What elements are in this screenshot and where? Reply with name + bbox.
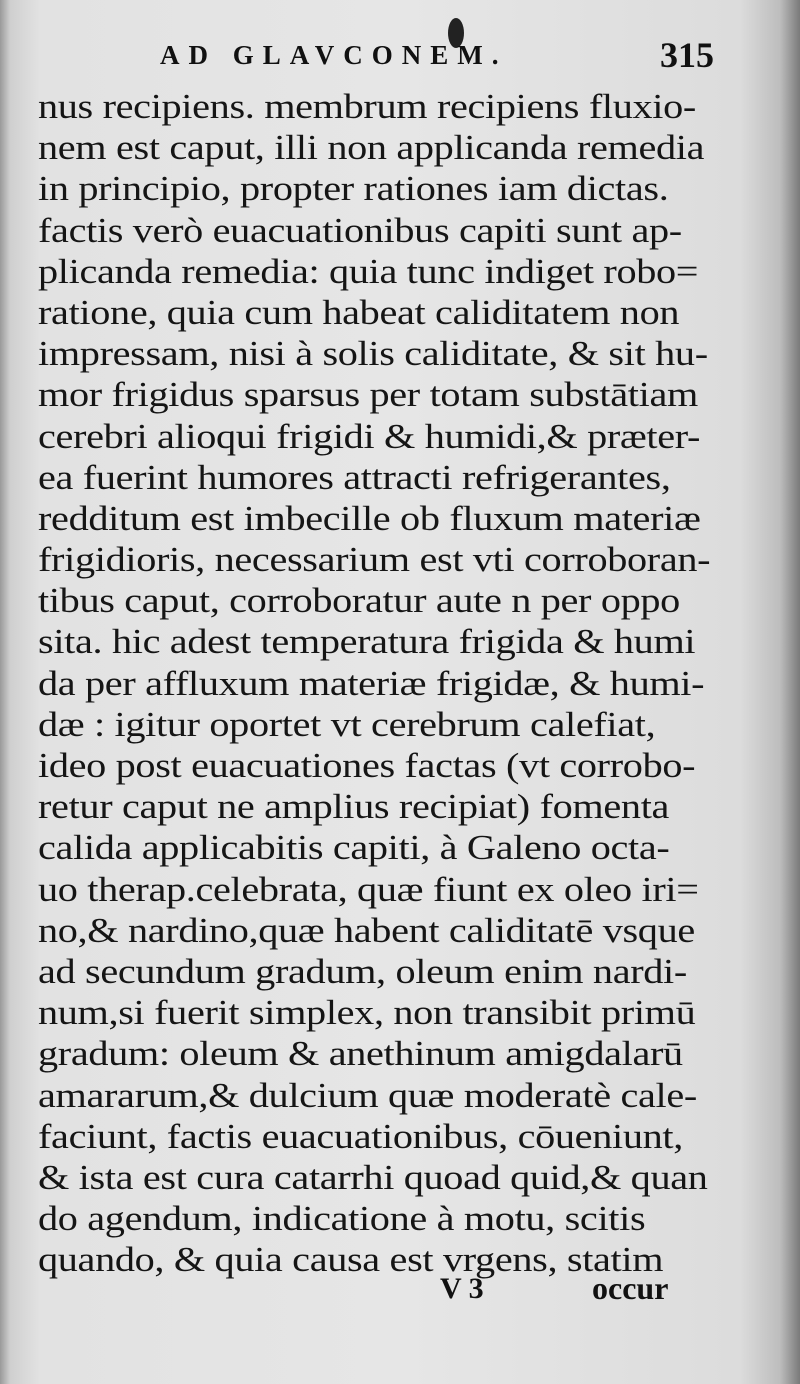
text-line: cerebri alioqui frigidi & humidi,& præter- [38, 416, 701, 456]
text-line: retur caput ne amplius recipiat) fomenta [38, 787, 670, 827]
text-line: amararum,& dulcium quæ moderatè cale- [38, 1075, 697, 1115]
text-line: ea fuerint humores attracti refrigerantes, [38, 457, 671, 497]
text-line: factis verò euacuationibus capiti sunt ap- [38, 210, 682, 250]
running-head: AD GLAVCONEM. [160, 40, 508, 70]
signature-mark: V 3 [440, 1272, 484, 1305]
text-line: nem est caput, illi non applicanda remedia [38, 128, 705, 168]
text-line: sita. hic adest temperatura frigida & humi [38, 622, 696, 662]
text-line: redditum est imbecille ob fluxum materiæ [38, 498, 701, 538]
text-line: gradum: oleum & anethinum amigdalarū [38, 1034, 683, 1074]
text-line: nus recipiens. membrum recipiens fluxio- [38, 87, 696, 126]
text-line: da per affluxum materiæ frigidæ, & humi- [38, 663, 705, 703]
text-line: num,si fuerit simplex, non transibit primū [38, 993, 696, 1033]
text-line: uo therap.celebrata, quæ fiunt ex oleo iri= [38, 869, 699, 909]
catchword: occur [592, 1270, 669, 1306]
text-line: tibus caput, corroboratur aute n per oppo [38, 581, 680, 621]
page-number: 315 [660, 35, 714, 75]
text-line: faciunt, factis euacuationibus, cōueniunt, [38, 1116, 683, 1156]
text-line: in principio, propter rationes iam dictas. [38, 169, 669, 209]
text-line: dæ : igitur oportet vt cerebrum calefiat, [38, 704, 656, 744]
text-line: frigidioris, necessarium est vti corroboran- [38, 540, 711, 580]
text-line: mor frigidus sparsus per totam substātiam [38, 375, 698, 415]
body-text [38, 86, 728, 1280]
text-line: & ista est cura catarrhi quoad quid,& quan [38, 1157, 708, 1197]
text-line: quando, & quia causa est vrgens, statim [38, 1240, 664, 1280]
text-line: do agendum, indicatione à motu, scitis [38, 1199, 646, 1239]
text-line: ideo post euacuationes factas (vt corrobo- [38, 746, 696, 785]
text-line: impressam, nisi à solis caliditate, & sit hu- [38, 334, 708, 374]
text-line: ratione, quia cum habeat caliditatem non [38, 292, 680, 332]
text-line: no,& nardino,quæ habent caliditatē vsque [38, 910, 695, 950]
text-line: ad secundum gradum, oleum enim nardi- [38, 951, 687, 991]
text-line: calida applicabitis capiti, à Galeno octa- [38, 828, 670, 868]
text-line: plicanda remedia: quia tunc indiget robo= [38, 251, 699, 291]
